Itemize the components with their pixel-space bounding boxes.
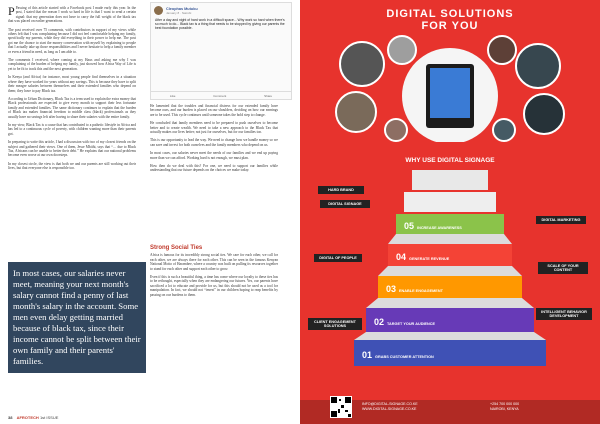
side-label: SCALE OF YOUR CONTENT — [538, 262, 588, 274]
paragraph: In my view, Black Tax is a cause that has contributed to a pathetic lifestyle in Africa and has led to a continuous cycle of poverty, with children wanting more than their parents got. — [8, 122, 136, 136]
paragraph: Even if this is such a beautiful thing, a time has come where our loyalty to these ties has to be rethought, especially when they are endangering our futures. Yes, our parents have sacrificed a lot to educate and provide for us, but this should not be used as a tool for manipulation. In fact, we should not “invest” in our children hoping to reap benefits by passing on our burdens to them. — [150, 275, 278, 297]
step-number: 04 — [396, 252, 407, 262]
drop-cap: P — [8, 4, 15, 18]
side-label: DIGITAL OF PEOPLE — [314, 254, 362, 262]
paragraph: According to Urban Dictionary, Black Tax is a term used to explain the extra money that Black professionals are expected to give every month to support their less fortunate family and extended families. The same dictionary continues to explain that the burden of Black tax makes financial freedom to middle class (black) professionals as they usually have no savings left after having to share their salaries with the entire family. — [8, 96, 136, 119]
ad-title-line-1: DIGITAL SOLUTIONS — [386, 8, 514, 20]
step-label: INCREASE AWARENESS — [417, 226, 462, 230]
fb-share: Share — [264, 93, 273, 98]
fb-author-name: Cleophas Mutuku — [166, 6, 198, 11]
stair-tread — [354, 332, 546, 340]
contact-email: INFO@DIGITAL-SIGNAGE.CO.KE — [362, 402, 418, 406]
article-column-3 — [150, 246, 278, 301]
page-footer — [8, 415, 58, 420]
fb-like: Like — [169, 93, 176, 98]
side-label: DIGITAL SIGNAGE — [320, 200, 370, 208]
issue-label: 1st ISSUE — [39, 415, 59, 420]
step-label: TARGET YOUR AUDIENCE — [387, 322, 436, 326]
stair-tread — [378, 266, 522, 276]
paragraph: The post received over 75 comments, with contributors in support of my views while others felt that I was complaining because I did not feel comfortable helping my family, specifically my parents, while they did everything in their power to help me. The post got me the chance to start the money conversation with myself by explaining to people that I actually take up those responsibilities and I never hesitate to help a family member or even a friend in need, as long as I am able to. — [8, 27, 136, 54]
article-column-2 — [150, 104, 278, 224]
step-3 — [386, 279, 443, 297]
contact-phone: +254 700 000 000 — [490, 402, 520, 406]
paragraph: He concluded that family members need to be prepared to push ourselves to become better and to create wealth. We need to take a new approach to the Black Tax that actually makes our lives better; not just for ourselves, but for our families too. — [150, 121, 278, 135]
paragraph: In preparing to write this article, I had a discussion with two of my closest friends on the subject and gathered their views. One of them, Jesse Mbithi, says that “… due to Black Tax, Africans can be unable to better their debt.” He explains that our national problems become even worse at our own doorsteps. — [8, 140, 136, 158]
paragraph: In my closest circle, the view is that both we and our parents are still working out their lives, but that everyone else is responsible too. — [8, 161, 136, 171]
side-label: CLIENT ENGAGEMENT SOLUTIONS — [308, 318, 362, 330]
magazine-brand: AFROTECH — [16, 415, 39, 420]
step-number: 03 — [386, 284, 397, 294]
paragraph: In most cases, our salaries never meet the needs of our families and we end up paying more than we can afford. Working hard is not enough, we must plan. — [150, 151, 278, 160]
section-heading: Strong Social Ties — [150, 245, 203, 251]
avatar — [154, 6, 163, 15]
contact-block-left — [362, 402, 418, 412]
paragraph: P Passing of this article started with a Facebook post I made early this year. In the post, I stated that the reason I work so hard in life is that I want to send a certain signal: that my generation does not have to carry the full weight of the black tax that was placed on earlier generations. — [8, 4, 136, 24]
ad-title-line-2: FOR YOU — [421, 20, 479, 32]
paragraph: How then do we deal with this? For one, we need to support our families while understanding that our future depends on the choices we make today. — [150, 164, 278, 173]
page-number: 38 — [8, 415, 13, 420]
stair-tread — [366, 298, 534, 308]
contact-block-right — [490, 402, 519, 412]
staircase-infographic — [300, 0, 600, 424]
contact-location: NAIROBI, KENYA — [490, 407, 519, 411]
facebook-post-screenshot — [150, 2, 292, 100]
right-page-advert — [300, 0, 600, 424]
why-heading: WHY USE DIGITAL SIGNAGE — [405, 157, 495, 164]
step-2 — [374, 312, 435, 330]
step-number: 05 — [404, 221, 415, 231]
paragraph: Africa is famous for its incredibly strong social ties. We care for each other, we call for each other, we are always there for each other. This can be seen in the famous Kenyan National Motto of Harambee, where a country was built on pulling its resources together to stand for each other and support each other to grow. — [150, 253, 278, 271]
fb-action-bar — [151, 91, 291, 99]
paragraph: He lamented that the troubles and financial distress for our extended family have become ours, and our burden is placed on our shoulders, deciding on how our earnings are to be used. This cycle continues until someone takes the bold step to change. — [150, 104, 278, 117]
step-label: GENERATE REVENUE — [409, 257, 450, 261]
step-4 — [396, 247, 449, 265]
stair-riser-6 — [404, 192, 496, 212]
fb-comment: Comment — [213, 93, 227, 98]
step-label: GRABS CUSTOMER ATTENTION — [375, 355, 434, 359]
side-label: HARD BRAND — [318, 186, 364, 194]
step-label: ENABLE ENGAGEMENT — [399, 289, 443, 293]
step-number: 01 — [362, 350, 373, 360]
fb-post-meta: January 8 · Nairobi — [166, 10, 192, 15]
paragraph: The comments I received, where coming at my Haus and asking me why I was complaining of the burden of helping my family, just showed how Africa Way of Life is yet to be fit to track this and the next generation. — [8, 58, 136, 71]
paragraph: This is our opportunity to lead the way. We need to change how we handle money so we can save and invest for both ourselves and the family members who depend on us. — [150, 138, 278, 147]
side-label: INTELLIGENT BEHAVIOR DEVELOPMENT — [536, 308, 592, 320]
article-column-1 — [8, 6, 136, 254]
stair-top — [412, 170, 488, 190]
paragraph: In Kenya (and Africa) for instance, most young people find themselves in a situation where they have worked for years without any savings. This is because they have to split their meagre salaries between themselves and their extended families who depend on them; they have to pay Black tax. — [8, 75, 136, 93]
contact-website: WWW.DIGITAL-SIGNAGE.CO.KE — [362, 407, 417, 411]
qr-code-icon — [330, 396, 352, 418]
step-number: 02 — [374, 317, 385, 327]
stair-tread — [388, 234, 512, 244]
step-1 — [362, 345, 434, 363]
pull-quote: In most cases, our salaries never meet, meaning your next month's salary cannot find a penny of last month's salary in the account. Some men even delay getting married because of black tax, since their income cannot be split between their own family and their parents' families. — [8, 262, 146, 373]
fb-post-text: After a day and night of hard work in a difficult space... Why work so hard when there's so much to do... Black tax is a thing that needs to be stopped by giving our parents the best foundation possible. — [155, 18, 285, 30]
side-label: DIGITAL MARKETING — [536, 216, 586, 224]
step-5 — [404, 216, 462, 234]
